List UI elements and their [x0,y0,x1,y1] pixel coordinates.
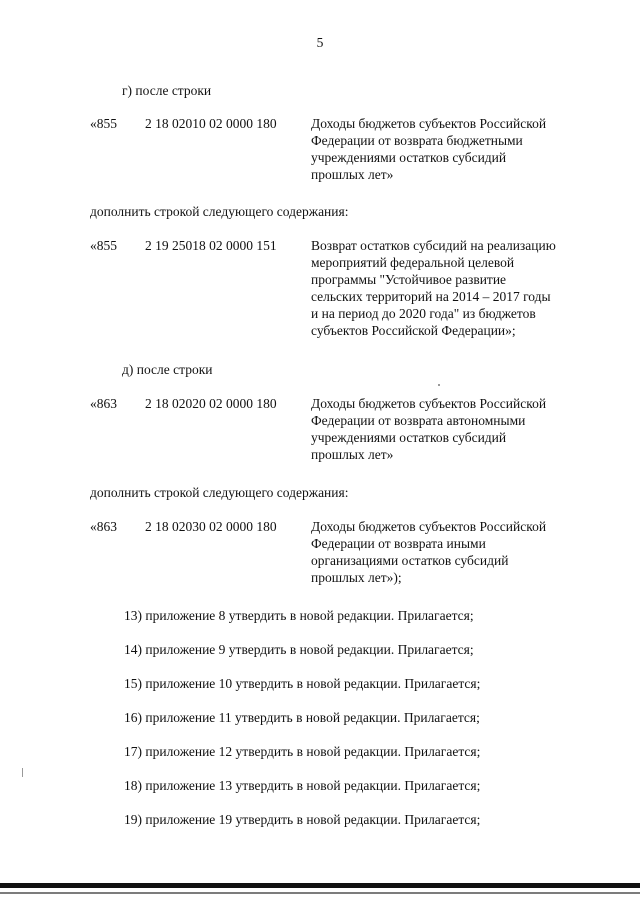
entry-2-kbk: 2 19 25018 02 0000 151 [145,238,277,253]
page-number: 5 [316,35,324,50]
entry-3-description [311,395,586,463]
entry-3-description-line: прошлых лет» [311,447,394,462]
entry-1-description-line: Федерации от возврата бюджетными [311,133,523,148]
supplement-1-text: дополнить строкой следующего содержания: [90,204,349,219]
entry-1-kbk: 2 18 02010 02 0000 180 [145,116,277,131]
entry-3-description-line: учреждениями остатков субсидий [311,430,507,445]
list-item: 19) приложение 19 утвердить в новой редакции. Прилагается; [124,812,481,827]
entry-4-description-line: Федерации от возврата иными [311,536,486,551]
entry-2-description-line: мероприятий федеральной целевой [311,255,515,270]
entry-3-code: «863 [90,396,117,411]
entry-3-description-line: Доходы бюджетов субъектов Российской [311,396,547,411]
list-item: 14) приложение 9 утвердить в новой редакции. Прилагается; [124,642,474,657]
entry-1-code: «855 [90,116,117,131]
scan-edge-line [0,892,640,894]
entry-3-kbk: 2 18 02020 02 0000 180 [145,396,277,411]
entry-4-description-line: организациями остатков субсидий [311,553,509,568]
entry-3-description-line: Федерации от возврата автономными [311,413,526,428]
entry-1-description-line: учреждениями остатков субсидий [311,150,507,165]
scan-speck [22,768,23,777]
entry-1-description [311,115,586,183]
entry-2-description [311,237,586,339]
list-item: 18) приложение 13 утвердить в новой редакции. Прилагается; [124,778,481,793]
supplement-2-text: дополнить строкой следующего содержания: [90,485,349,500]
entry-2-description-line: программы "Устойчивое развитие [311,272,507,287]
entry-4-kbk: 2 18 02030 02 0000 180 [145,519,277,534]
entry-4-description-line: Доходы бюджетов субъектов Российской [311,519,547,534]
entry-2-code: «855 [90,238,117,253]
list-item: 16) приложение 11 утвердить в новой редакции. Прилагается; [124,710,480,725]
entry-4-description-line: прошлых лет»); [311,570,402,585]
scan-speck [438,384,440,386]
entry-1-description-line: прошлых лет» [311,167,394,182]
subsection-g-label: г) после строки [122,83,212,98]
entry-4-code: «863 [90,519,117,534]
list-item: 17) приложение 12 утвердить в новой редакции. Прилагается; [124,744,481,759]
entry-2-description-line: и на период до 2020 года" из бюджетов [311,306,536,321]
entry-2-description-line: сельских территорий на 2014 – 2017 годы [311,289,551,304]
entry-4-description [311,518,586,586]
entry-2-description-line: Возврат остатков субсидий на реализацию [311,238,556,253]
list-item: 15) приложение 10 утвердить в новой редакции. Прилагается; [124,676,481,691]
subsection-d-label: д) после строки [122,362,213,377]
list-item: 13) приложение 8 утвердить в новой редакции. Прилагается; [124,608,474,623]
entry-2-description-line: субъектов Российской Федерации»; [311,323,516,338]
entry-1-description-line: Доходы бюджетов субъектов Российской [311,116,547,131]
scan-edge-line [0,883,640,888]
